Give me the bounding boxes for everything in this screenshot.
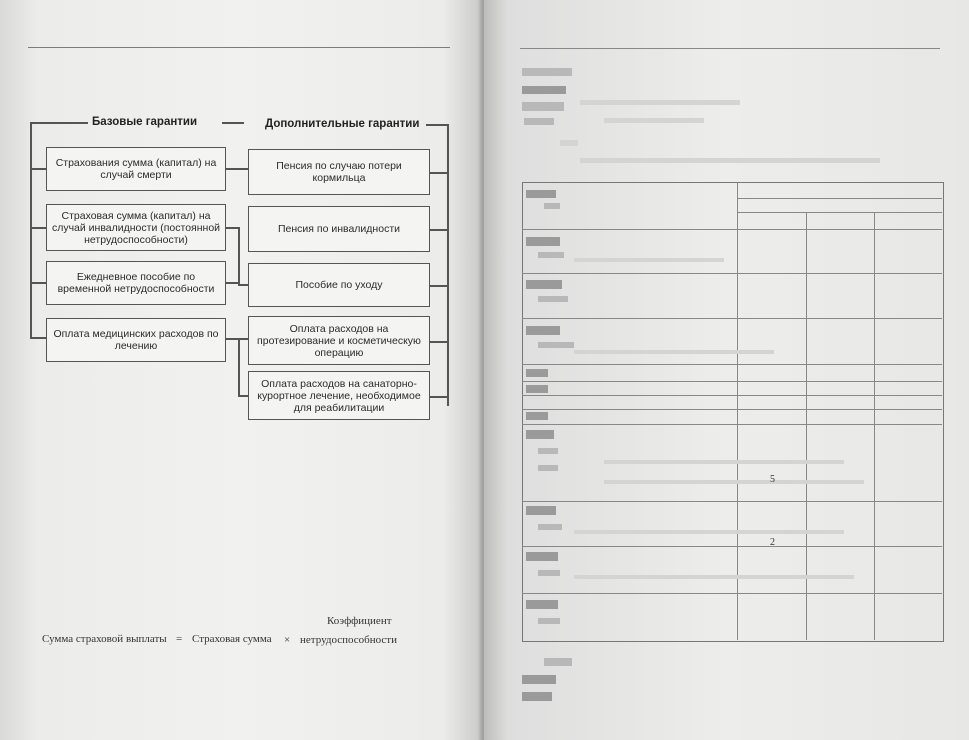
faded-text [560, 140, 578, 146]
faded-text [526, 237, 560, 246]
connector [30, 168, 46, 170]
faded-text [526, 506, 556, 515]
base-guarantee-box: Оплата медицинских расходов по лечению [46, 318, 226, 362]
faded-text [538, 342, 574, 348]
faded-table [522, 182, 944, 642]
faded-text [604, 480, 864, 484]
table-vline [874, 212, 875, 640]
base-guarantee-box: Страховая сумма (капитал) на случай инвалидности (постоянной нетрудоспособности) [46, 204, 226, 251]
faded-text [526, 600, 558, 609]
faded-text [580, 100, 740, 105]
formula-coef-bottom: нетрудоспособности [300, 634, 398, 646]
connector [226, 282, 238, 284]
connector [30, 122, 32, 337]
faded-text [604, 460, 844, 464]
additional-guarantee-box: Оплата расходов на протезирование и косметическую операцию [248, 316, 430, 365]
table-digit: 5 [770, 474, 775, 485]
additional-guarantee-box: Пенсия по случаю потери кормильца [248, 149, 430, 195]
top-rule [28, 47, 450, 48]
table-hline [522, 409, 942, 410]
connector [430, 285, 448, 287]
additional-guarantee-box: Пособие по уходу [248, 263, 430, 307]
faded-text [544, 203, 560, 209]
table-hline [522, 229, 942, 230]
table-hline [522, 273, 942, 274]
connector [430, 396, 448, 398]
faded-text [538, 448, 558, 454]
table-hline [522, 381, 942, 382]
additional-guarantees-title: Дополнительные гарантии [265, 118, 420, 130]
faded-text [526, 280, 562, 289]
faded-text [522, 86, 566, 94]
right-page [484, 0, 969, 740]
faded-text [526, 326, 560, 335]
faded-text [526, 369, 548, 377]
faded-text [538, 618, 560, 624]
faded-text [574, 575, 854, 579]
table-hline [522, 501, 942, 502]
faded-text [538, 252, 564, 258]
connector [238, 338, 240, 396]
faded-text [522, 102, 564, 111]
formula-times: × [284, 634, 291, 646]
table-hline [522, 364, 942, 365]
faded-text [526, 412, 548, 420]
connector [238, 395, 248, 397]
additional-guarantee-box: Пенсия по инвалидности [248, 206, 430, 252]
base-guarantee-box: Ежедневное пособие по временной нетрудоспособности [46, 261, 226, 305]
top-rule [520, 48, 940, 49]
base-guarantees-title: Базовые гарантии [92, 116, 198, 128]
faded-text [574, 530, 844, 534]
faded-text [574, 258, 724, 262]
connector [430, 341, 448, 343]
formula-left: Сумма страховой выплаты [42, 633, 167, 645]
faded-text [526, 430, 554, 439]
faded-text [522, 692, 552, 701]
faded-text [526, 385, 548, 393]
table-digit: 2 [770, 537, 775, 548]
connector [226, 338, 248, 340]
connector [430, 229, 448, 231]
table-hline [522, 395, 942, 396]
left-page [0, 0, 482, 740]
connector [226, 168, 248, 170]
faded-text [526, 190, 556, 198]
connector [30, 337, 46, 339]
table-hline [522, 593, 942, 594]
additional-guarantee-box: Оплата расходов на санаторно-курортное лечение, необходимое для реабилитации [248, 371, 430, 420]
connector [30, 122, 88, 124]
faded-text [524, 118, 554, 125]
table-hline [737, 198, 942, 199]
faded-text [522, 68, 572, 76]
faded-text [538, 296, 568, 302]
faded-text [538, 465, 558, 471]
connector [430, 172, 448, 174]
faded-text [544, 658, 572, 666]
connector [30, 227, 46, 229]
faded-text [580, 158, 880, 163]
faded-text [538, 570, 560, 576]
table-hline [522, 318, 942, 319]
connector [238, 227, 240, 285]
faded-text [526, 552, 558, 561]
table-hline [522, 546, 942, 547]
faded-text [574, 350, 774, 354]
faded-text [522, 675, 556, 684]
formula-equals: = [176, 633, 183, 645]
table-hline [737, 212, 942, 213]
faded-text [538, 524, 562, 530]
connector [238, 284, 248, 286]
connector [426, 124, 448, 126]
faded-text [604, 118, 704, 123]
formula-coef-top: Коэффициент [327, 615, 392, 627]
connector [222, 122, 244, 124]
connector [30, 282, 46, 284]
base-guarantee-box: Страхования сумма (капитал) на случай смерти [46, 147, 226, 191]
table-vline [737, 182, 738, 640]
table-hline [522, 424, 942, 425]
formula-middle: Страховая сумма [192, 633, 272, 645]
connector [447, 124, 449, 406]
